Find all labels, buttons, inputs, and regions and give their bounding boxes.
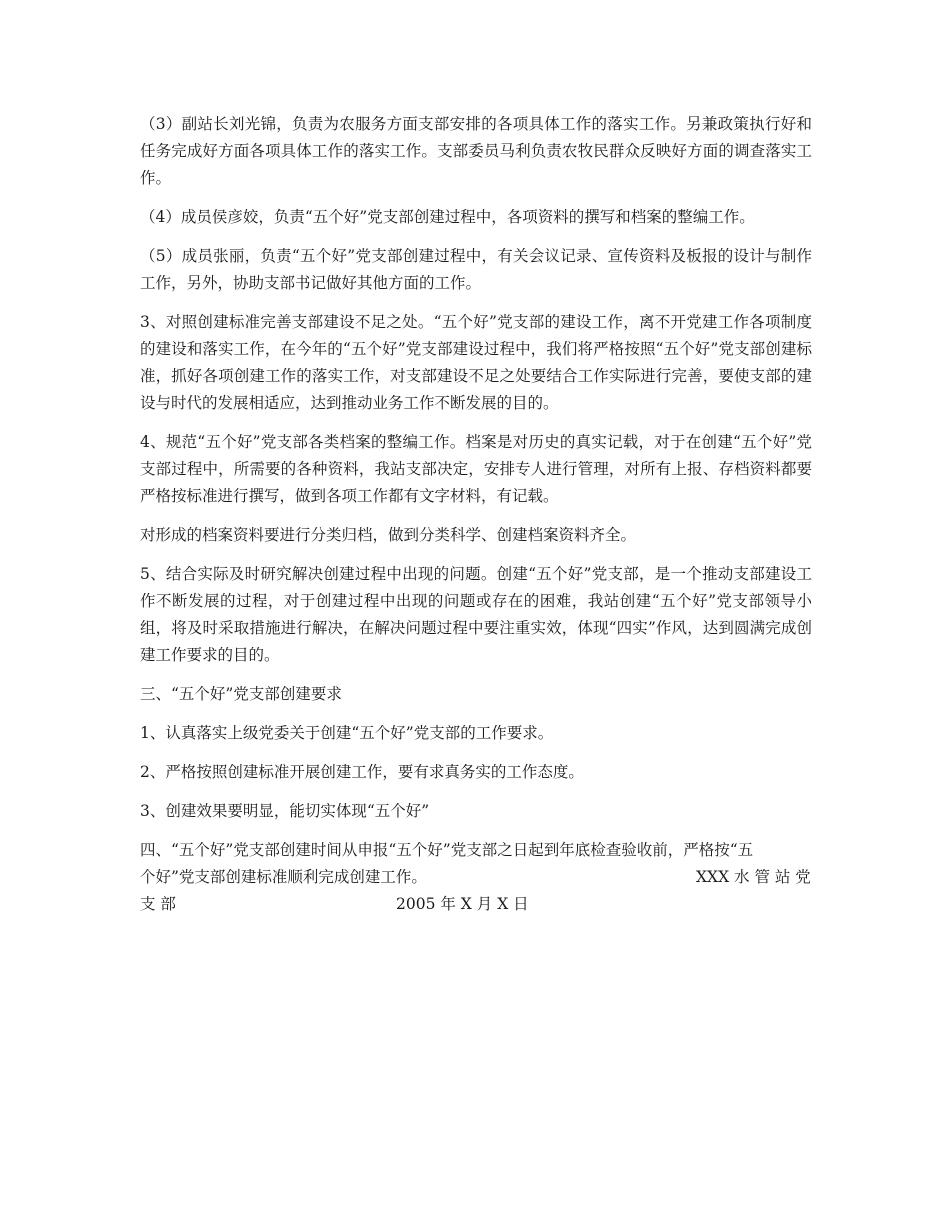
paragraph-duty-3: （3）副站长刘光锦，负责为农服务方面支部安排的各项具体工作的落实工作。另兼政策执行好和任务完成好方面各项具体工作的落实工作。支部委员马利负责农牧民群众反映好方面的调查落实工作。 [140, 115, 812, 187]
signature-org-part2: 支 部 [140, 895, 176, 913]
paragraph-item-3: 3、对照创建标准完善支部建设不足之处。“五个好”党支部的建设工作，离不开党建工作各项制度的建设和落实工作，在今年的“五个好”党支部建设过程中，我们将严格按照“五个好”党支部创建标准，抓好各项创建工作的落实工作，对支部建设不足之处要结合工作实际进行完善，要使支部的建设与时代的发展相适应，达到推动业务工作不断发展的目的。 [140, 313, 812, 412]
closing-block [140, 837, 812, 918]
closing-text-line-1: 四、“五个好”党支部创建时间从申报“五个好”党支部之日起到年底检查验收前，严格按“五 [140, 841, 754, 859]
signature-org-part1: XXX 水 管 站 党 [696, 868, 811, 886]
requirement-1: 1、认真落实上级党委关于创建“五个好”党支部的工作要求。 [140, 724, 554, 742]
closing-text-line-2: 个好”党支部创建标准顺利完成创建工作。 [140, 868, 427, 886]
signature-date: 2005 年 X 月 X 日 [396, 895, 529, 913]
paragraph-item-4: 4、规范“五个好”党支部各类档案的整编工作。档案是对历史的真实记载，对于在创建“五个好”党支部过程中，所需要的各种资料，我站支部决定，安排专人进行管理，对所有上报、存档资料都要严格按标准进行撰写，做到各项工作都有文字材料，有记载。 [140, 433, 812, 505]
document-page [140, 111, 812, 918]
paragraph-item-5: 5、结合实际及时研究解决创建过程中出现的问题。创建“五个好”党支部，是一个推动支部建设工作不断发展的过程，对于创建过程中出现的问题或存在的困难，我站创建“五个好”党支部领导小组，将及时采取措施进行解决，在解决问题过程中要注重实效，体现“四实”作风，达到圆满完成创建工作要求的目的。 [140, 565, 812, 664]
paragraph-duty-5: （5）成员张丽，负责“五个好”党支部创建过程中，有关会议记录、宣传资料及板报的设计与制作工作，另外，协助支部书记做好其他方面的工作。 [140, 247, 812, 292]
paragraph-archive: 对形成的档案资料要进行分类归档，做到分类科学、创建档案资料齐全。 [140, 526, 637, 544]
requirement-2: 2、严格按照创建标准开展创建工作，要有求真务实的工作态度。 [140, 763, 584, 781]
paragraph-duty-4: （4）成员侯彦姣，负责“五个好”党支部创建过程中，各项资料的撰写和档案的整编工作。 [140, 208, 755, 226]
requirement-3: 3、创建效果要明显，能切实体现“五个好” [140, 802, 430, 820]
section-heading-requirements: 三、“五个好”党支部创建要求 [140, 685, 342, 703]
